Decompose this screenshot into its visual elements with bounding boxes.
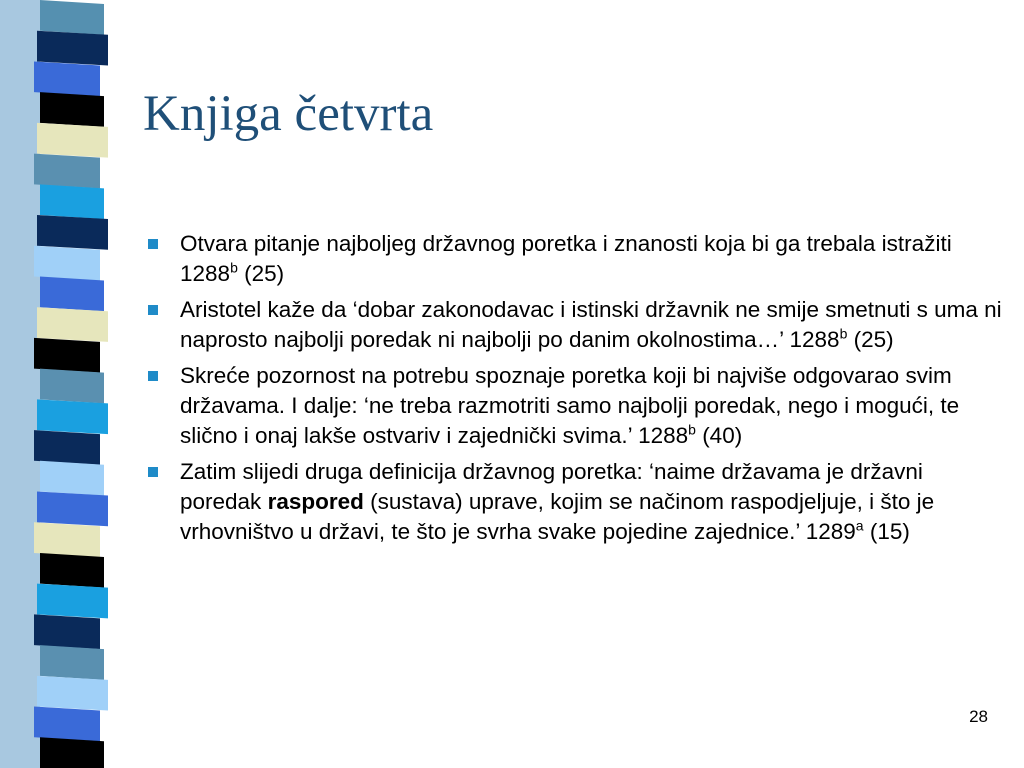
strip-edge	[0, 0, 40, 768]
strip-block	[34, 61, 100, 96]
strip-block	[40, 184, 104, 219]
square-bullet-icon	[148, 371, 158, 381]
strip-block	[37, 215, 108, 250]
bullet-list	[148, 229, 1008, 553]
decorative-sidebar-strip	[0, 0, 118, 768]
bullet-text-end: (40)	[695, 423, 743, 448]
superscript: b	[839, 325, 848, 342]
strip-block	[37, 123, 108, 158]
superscript: a	[855, 517, 864, 534]
strip-block	[40, 369, 104, 404]
strip-block	[37, 399, 108, 434]
bullet-text-middle: (sustava) uprave, kojim se načinom raspodjeljuje, i što je vrhovništvo u državi, te što je svrha svake pojedine zajednice.’ 1289	[180, 489, 935, 544]
strip-block	[40, 92, 104, 127]
bullet-item	[148, 295, 1008, 355]
sidebar-strip-graphic	[0, 0, 118, 768]
strip-block	[40, 645, 104, 680]
strip-block	[40, 0, 104, 35]
strip-block	[40, 461, 104, 496]
bullet-text-end: (25)	[237, 261, 285, 286]
bullet-text-end: (15)	[863, 519, 910, 544]
strip-block	[37, 676, 108, 711]
bullet-item	[148, 457, 1008, 547]
strip-block	[34, 707, 100, 742]
superscript: b	[688, 421, 696, 438]
strip-block	[37, 307, 108, 342]
strip-block	[34, 430, 100, 465]
superscript: b	[230, 259, 238, 276]
strip-block	[34, 246, 100, 281]
strip-block	[34, 522, 100, 557]
bullet-item	[148, 229, 1008, 289]
bullet-text: Aristotel kaže da ‘dobar zakonodavac i istinski državnik ne smije smetnuti s uma ni naprosto najbolji poredak ni najbolji po danim okolnostima…’ 1288	[180, 297, 1002, 352]
bullet-text: Otvara pitanje najboljeg državnog poretka i znanosti koja bi ga trebala istražiti 1288	[180, 231, 952, 286]
page-number: 28	[969, 707, 988, 726]
bold-term: raspored	[267, 489, 364, 514]
bullet-text: Zatim slijedi druga definicija državnog poretka: ‘naime državama je državni poredak	[180, 459, 923, 514]
strip-block	[34, 338, 100, 373]
bullet-text-end: (25)	[847, 327, 894, 352]
strip-block	[37, 492, 108, 527]
strip-block	[34, 154, 100, 189]
square-bullet-icon	[148, 239, 158, 249]
square-bullet-icon	[148, 305, 158, 315]
slide-title: Knjiga četvrta	[143, 86, 434, 142]
strip-block	[34, 614, 100, 649]
strip-block	[37, 584, 108, 619]
bullet-text: Skreće pozornost na potrebu spoznaje poretka koji bi najviše odgovarao svim državama. I dalje: ‘ne treba razmotriti samo najbolji poredak, nego i mogući, te slično i onaj lakše ostvariv i zajednički svima.’ 1288	[180, 363, 960, 448]
strip-block	[40, 276, 104, 311]
strip-block	[37, 31, 108, 66]
strip-block	[40, 553, 104, 588]
bullet-item	[148, 361, 1008, 451]
square-bullet-icon	[148, 467, 158, 477]
strip-block	[40, 737, 104, 768]
